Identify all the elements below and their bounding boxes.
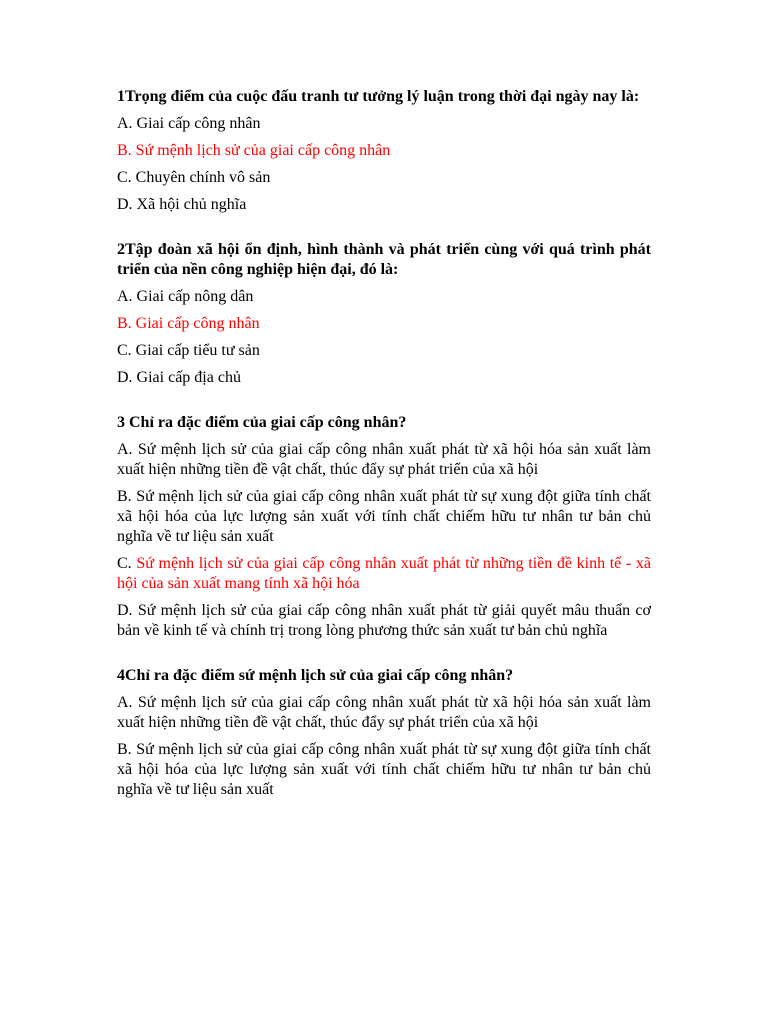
- question-1: [117, 87, 651, 215]
- option-a: A. Giai cấp công nhân: [117, 115, 261, 132]
- option-d: D. Xã hội chủ nghĩa: [117, 196, 247, 213]
- question-3: [117, 413, 651, 641]
- option-prefix: C.: [117, 555, 137, 572]
- question-2: [117, 240, 651, 388]
- option-a: A. Sứ mệnh lịch sử của giai cấp công nhân xuất phát từ xã hội hóa sản xuất làm xuất hiện những tiền đề vật chất, thúc đẩy sự phát triển của xã hội: [117, 441, 651, 478]
- option-c-correct: [117, 554, 651, 594]
- question-title: 1Trọng điểm của cuộc đấu tranh tư tưởng lý luận trong thời đại ngày nay là:: [117, 88, 640, 105]
- option-b-correct: B. Giai cấp công nhân: [117, 315, 260, 332]
- option-b: B. Sứ mệnh lịch sử của giai cấp công nhân xuất phát từ sự xung đột giữa tính chất xã hội hóa của lực lượng sản xuất với tính chất chiếm hữu tư nhân tư bản chủ nghĩa về tư liệu sản xuất: [117, 741, 651, 798]
- option-c: C. Chuyên chính vô sản: [117, 169, 271, 186]
- option-b: B. Sứ mệnh lịch sử của giai cấp công nhân xuất phát từ sự xung đột giữa tính chất xã hội hóa của lực lượng sản xuất với tính chất chiếm hữu tư nhân tư bản chủ nghĩa về tư liệu sản xuất: [117, 488, 651, 545]
- question-title: 4Chỉ ra đặc điểm sứ mệnh lịch sử của giai cấp công nhân?: [117, 667, 514, 684]
- question-title: 3 Chỉ ra đặc điểm của giai cấp công nhân?: [117, 414, 407, 431]
- question-title: 2Tập đoàn xã hội ổn định, hình thành và phát triển cùng với quá trình phát triển của nền công nghiệp hiện đại, đó là:: [117, 241, 651, 278]
- question-4: [117, 666, 651, 800]
- option-a: A. Sứ mệnh lịch sử của giai cấp công nhân xuất phát từ xã hội hóa sản xuất làm xuất hiện những tiền đề vật chất, thúc đẩy sự phát triển của xã hội: [117, 694, 651, 731]
- option-c: C. Giai cấp tiểu tư sản: [117, 342, 260, 359]
- option-d: D. Sứ mệnh lịch sử của giai cấp công nhân xuất phát từ giải quyết mâu thuẩn cơ bản về kinh tế và chính trị trong lòng phương thức sản xuất tư bản chủ nghĩa: [117, 602, 651, 639]
- option-a: A. Giai cấp nông dân: [117, 288, 254, 305]
- option-text: Sứ mệnh lịch sử của giai cấp công nhân xuất phát từ những tiền đề kinh tế - xã hội của sản xuất mang tính xã hội hóa: [117, 555, 652, 592]
- option-b-correct: B. Sứ mệnh lịch sử của giai cấp công nhân: [117, 142, 391, 159]
- option-d: D. Giai cấp địa chủ: [117, 369, 241, 386]
